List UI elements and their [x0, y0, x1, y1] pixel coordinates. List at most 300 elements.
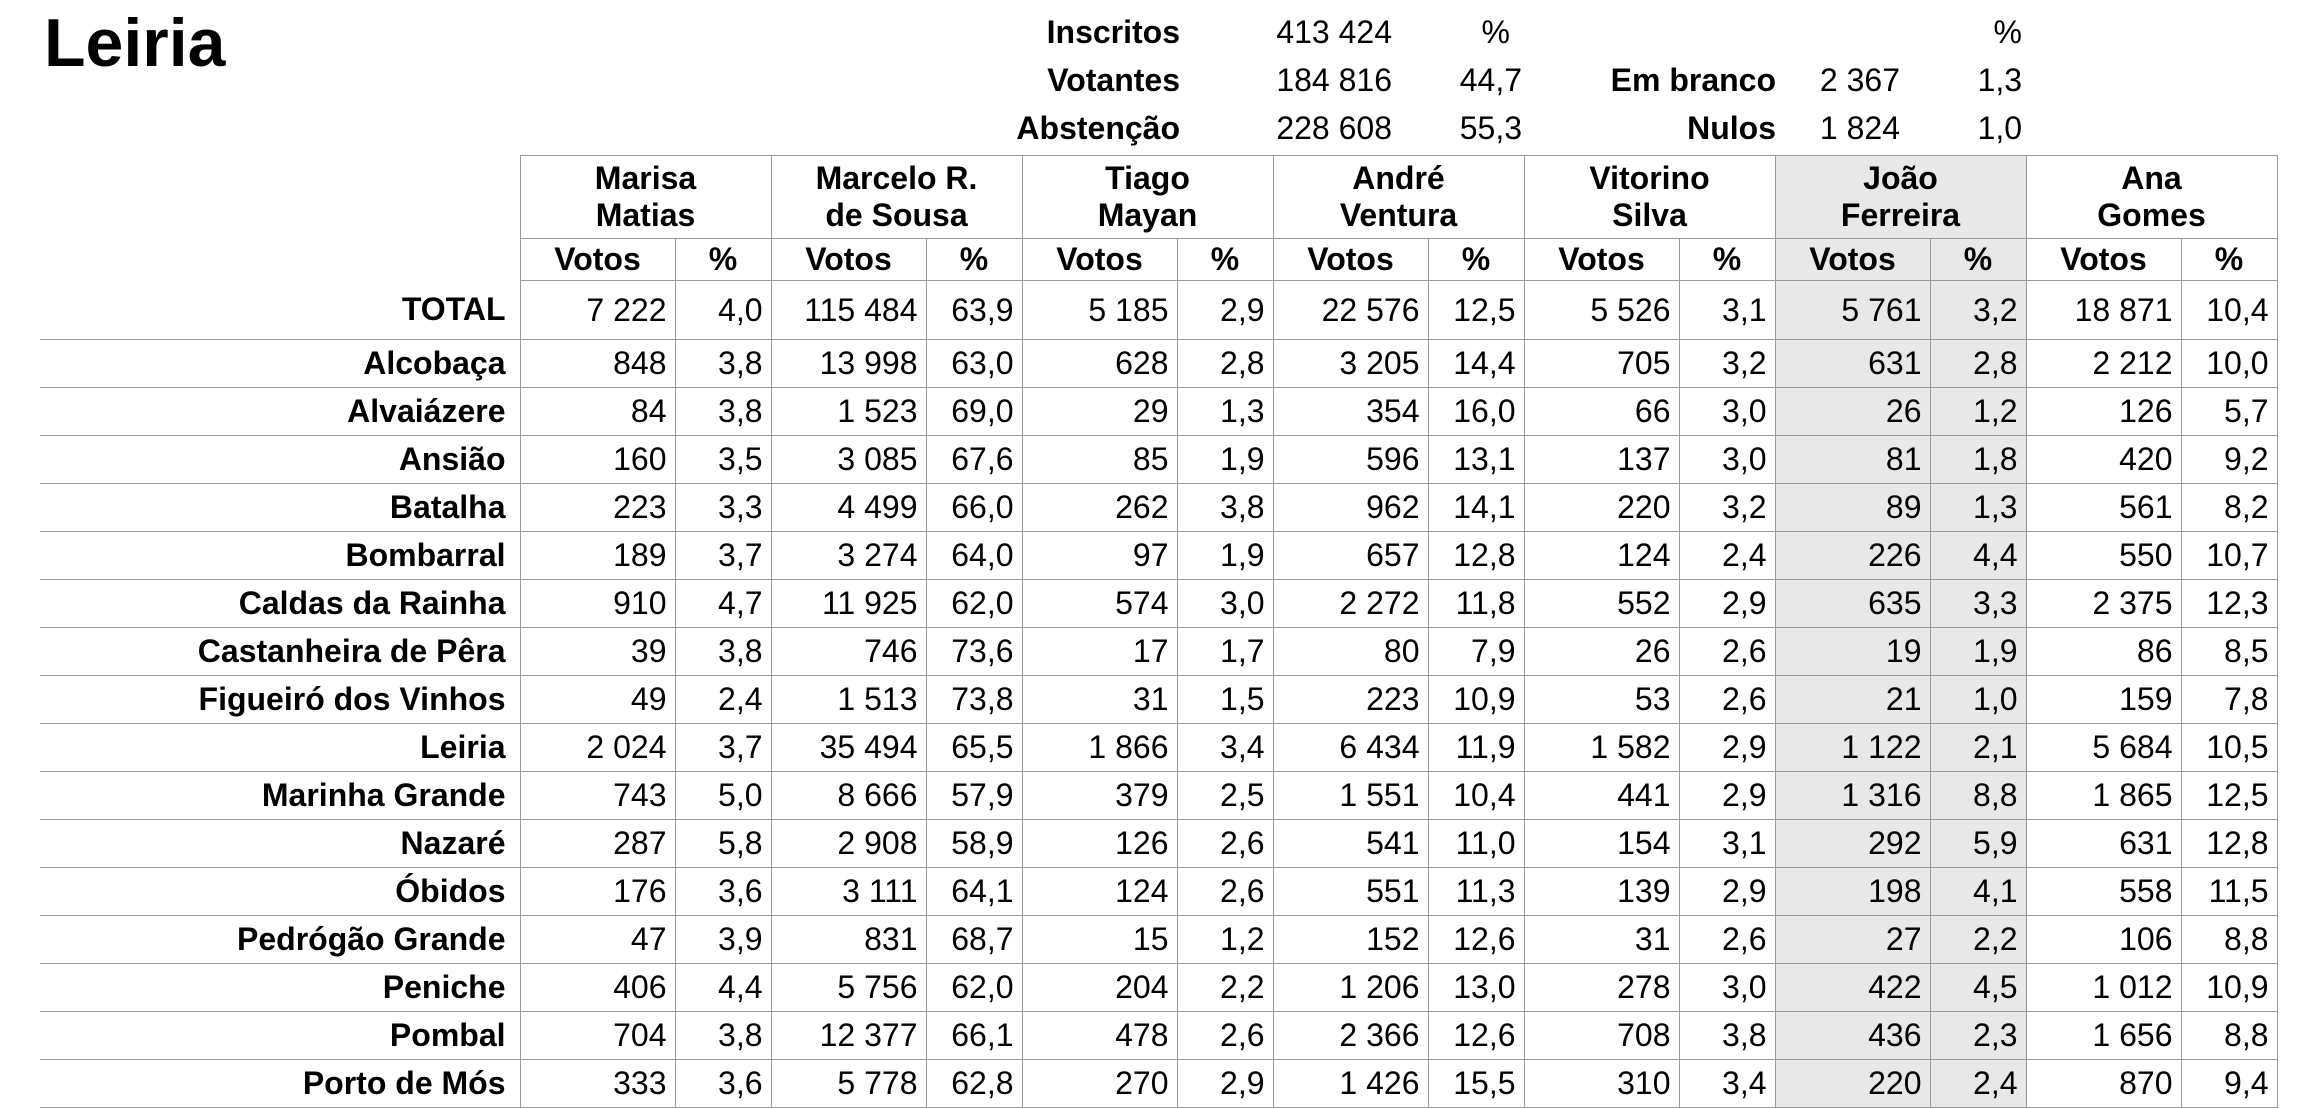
percent-cell: 3,4 — [1177, 724, 1273, 772]
candidate-header — [1022, 156, 1273, 239]
votes-cell: 31 — [1524, 916, 1679, 964]
votes-cell: 35 494 — [771, 724, 926, 772]
percent-column-header: % — [1679, 239, 1775, 281]
row-label: Pedrógão Grande — [40, 916, 520, 964]
votes-cell: 1 122 — [1775, 724, 1930, 772]
percent-cell: 69,0 — [926, 388, 1022, 436]
votes-cell: 11 925 — [771, 580, 926, 628]
table-row — [40, 820, 2277, 868]
percent-cell: 2,9 — [1679, 772, 1775, 820]
votes-cell: 541 — [1273, 820, 1428, 868]
percent-cell: 3,1 — [1679, 820, 1775, 868]
votes-cell: 561 — [2026, 484, 2181, 532]
abstencao-value: 228 608 — [1276, 110, 1392, 146]
percent-cell: 3,7 — [675, 724, 771, 772]
votes-cell: 204 — [1022, 964, 1177, 1012]
percent-cell: 2,6 — [1679, 676, 1775, 724]
percent-cell: 1,2 — [1177, 916, 1273, 964]
row-label: Alcobaça — [40, 340, 520, 388]
percent-cell: 11,9 — [1428, 724, 1524, 772]
percent-cell: 10,0 — [2181, 340, 2277, 388]
table-row — [40, 436, 2277, 484]
percent-cell: 1,9 — [1177, 436, 1273, 484]
percent-cell: 68,7 — [926, 916, 1022, 964]
candidate-name-line2: de Sousa — [825, 197, 968, 233]
percent-cell: 3,0 — [1679, 964, 1775, 1012]
percent-cell: 3,8 — [675, 388, 771, 436]
percent-cell: 66,0 — [926, 484, 1022, 532]
votes-cell: 420 — [2026, 436, 2181, 484]
votes-cell: 5 526 — [1524, 281, 1679, 340]
votes-cell: 226 — [1775, 532, 1930, 580]
percent-cell: 2,8 — [1930, 340, 2026, 388]
candidate-name-line1: Vitorino — [1589, 160, 1710, 196]
votes-cell: 152 — [1273, 916, 1428, 964]
percent-column-header: % — [2181, 239, 2277, 281]
row-label: Bombarral — [40, 532, 520, 580]
votes-cell: 2 272 — [1273, 580, 1428, 628]
percent-cell: 3,7 — [675, 532, 771, 580]
votes-cell: 124 — [1524, 532, 1679, 580]
votes-cell: 708 — [1524, 1012, 1679, 1060]
percent-cell: 4,1 — [1930, 868, 2026, 916]
votes-cell: 1 523 — [771, 388, 926, 436]
votes-cell: 436 — [1775, 1012, 1930, 1060]
votes-cell: 223 — [520, 484, 675, 532]
votes-cell: 705 — [1524, 340, 1679, 388]
percent-cell: 2,4 — [1930, 1060, 2026, 1108]
votes-cell: 1 866 — [1022, 724, 1177, 772]
table-row — [40, 772, 2277, 820]
percent-column-header: % — [1177, 239, 1273, 281]
percent-cell: 11,8 — [1428, 580, 1524, 628]
percent-cell: 1,5 — [1177, 676, 1273, 724]
percent-cell: 12,8 — [2181, 820, 2277, 868]
inscritos-value: 413 424 — [1276, 14, 1392, 50]
votes-cell: 53 — [1524, 676, 1679, 724]
percent-cell: 10,4 — [1428, 772, 1524, 820]
votantes-pct: 44,7 — [1459, 62, 1522, 98]
candidate-header — [520, 156, 771, 239]
percent-cell: 3,8 — [675, 1012, 771, 1060]
votes-cell: 12 377 — [771, 1012, 926, 1060]
votes-cell: 47 — [520, 916, 675, 964]
votes-cell: 441 — [1524, 772, 1679, 820]
votes-cell: 49 — [520, 676, 675, 724]
percent-cell: 1,0 — [1930, 676, 2026, 724]
votes-cell: 159 — [2026, 676, 2181, 724]
percent-cell: 8,8 — [2181, 1012, 2277, 1060]
candidate-header — [1775, 156, 2026, 239]
votes-cell: 22 576 — [1273, 281, 1428, 340]
votes-cell: 558 — [2026, 868, 2181, 916]
percent-cell: 14,1 — [1428, 484, 1524, 532]
votes-cell: 115 484 — [771, 281, 926, 340]
votes-column-header: Votos — [2026, 239, 2181, 281]
table-row — [40, 484, 2277, 532]
total-row — [40, 281, 2277, 340]
percent-cell: 7,8 — [2181, 676, 2277, 724]
em-branco-label: Em branco — [1610, 62, 1776, 98]
percent-cell: 3,1 — [1679, 281, 1775, 340]
percent-cell: 3,2 — [1679, 340, 1775, 388]
percent-cell: 64,1 — [926, 868, 1022, 916]
table-row — [40, 676, 2277, 724]
percent-cell: 62,0 — [926, 964, 1022, 1012]
votes-cell: 8 666 — [771, 772, 926, 820]
votes-cell: 3 085 — [771, 436, 926, 484]
votes-cell: 66 — [1524, 388, 1679, 436]
percent-cell: 3,8 — [1177, 484, 1273, 532]
votantes-label: Votantes — [1047, 62, 1180, 98]
votes-cell: 310 — [1524, 1060, 1679, 1108]
votes-cell: 26 — [1775, 388, 1930, 436]
abstencao-pct: 55,3 — [1459, 110, 1522, 146]
votes-cell: 551 — [1273, 868, 1428, 916]
percent-cell: 73,6 — [926, 628, 1022, 676]
votes-cell: 379 — [1022, 772, 1177, 820]
percent-cell: 1,3 — [1930, 484, 2026, 532]
votes-cell: 292 — [1775, 820, 1930, 868]
votes-column-header: Votos — [1273, 239, 1428, 281]
votes-cell: 6 434 — [1273, 724, 1428, 772]
percent-cell: 2,1 — [1930, 724, 2026, 772]
percent-cell: 2,3 — [1930, 1012, 2026, 1060]
votes-cell: 5 756 — [771, 964, 926, 1012]
row-label: Peniche — [40, 964, 520, 1012]
table-row — [40, 724, 2277, 772]
percent-cell: 3,3 — [1930, 580, 2026, 628]
percent-cell: 3,4 — [1679, 1060, 1775, 1108]
abstencao-label: Abstenção — [1016, 110, 1180, 146]
percent-cell: 2,9 — [1177, 1060, 1273, 1108]
votes-cell: 406 — [520, 964, 675, 1012]
table-row — [40, 964, 2277, 1012]
subheader-row — [40, 239, 2277, 281]
percent-cell: 11,3 — [1428, 868, 1524, 916]
votes-cell: 39 — [520, 628, 675, 676]
summary-block — [0, 0, 2313, 150]
inscritos-label: Inscritos — [1046, 14, 1180, 50]
votes-column-header: Votos — [1022, 239, 1177, 281]
candidate-header — [1273, 156, 1524, 239]
percent-cell: 13,0 — [1428, 964, 1524, 1012]
percent-cell: 62,8 — [926, 1060, 1022, 1108]
candidate-name-line1: Ana — [2121, 160, 2182, 196]
votes-cell: 1 426 — [1273, 1060, 1428, 1108]
percent-cell: 10,4 — [2181, 281, 2277, 340]
percent-cell: 8,5 — [2181, 628, 2277, 676]
percent-cell: 57,9 — [926, 772, 1022, 820]
votes-cell: 220 — [1524, 484, 1679, 532]
votes-cell: 831 — [771, 916, 926, 964]
percent-cell: 4,4 — [1930, 532, 2026, 580]
percent-cell: 2,6 — [1679, 916, 1775, 964]
votes-cell: 3 205 — [1273, 340, 1428, 388]
candidate-name-line1: André — [1352, 160, 1445, 196]
percent-cell: 10,7 — [2181, 532, 2277, 580]
votes-cell: 189 — [520, 532, 675, 580]
candidate-name-line1: João — [1863, 160, 1938, 196]
votes-cell: 5 684 — [2026, 724, 2181, 772]
percent-cell: 10,5 — [2181, 724, 2277, 772]
votes-cell: 2 366 — [1273, 1012, 1428, 1060]
percent-cell: 10,9 — [2181, 964, 2277, 1012]
votes-cell: 631 — [2026, 820, 2181, 868]
percent-cell: 3,3 — [675, 484, 771, 532]
votes-cell: 3 111 — [771, 868, 926, 916]
votes-cell: 1 513 — [771, 676, 926, 724]
votes-cell: 27 — [1775, 916, 1930, 964]
table-row — [40, 628, 2277, 676]
votes-cell: 422 — [1775, 964, 1930, 1012]
candidate-header — [2026, 156, 2277, 239]
candidate-header-row — [40, 156, 2277, 239]
percent-cell: 12,5 — [2181, 772, 2277, 820]
candidate-name-line2: Mayan — [1097, 197, 1198, 233]
percent-cell: 7,9 — [1428, 628, 1524, 676]
percent-cell: 2,6 — [1679, 628, 1775, 676]
corner-cell — [40, 239, 520, 281]
row-label: Nazaré — [40, 820, 520, 868]
votes-cell: 910 — [520, 580, 675, 628]
candidate-header — [1524, 156, 1775, 239]
percent-cell: 4,7 — [675, 580, 771, 628]
votes-cell: 1 316 — [1775, 772, 1930, 820]
percent-cell: 4,5 — [1930, 964, 2026, 1012]
candidate-name-line2: Ferreira — [1840, 197, 1961, 233]
votes-cell: 137 — [1524, 436, 1679, 484]
votes-cell: 89 — [1775, 484, 1930, 532]
nulos-value: 1 824 — [1819, 110, 1900, 146]
votes-cell: 848 — [520, 340, 675, 388]
candidate-name-line2: Gomes — [2097, 197, 2206, 233]
votes-cell: 31 — [1022, 676, 1177, 724]
percent-cell: 62,0 — [926, 580, 1022, 628]
row-label: Caldas da Rainha — [40, 580, 520, 628]
votes-cell: 13 998 — [771, 340, 926, 388]
votes-cell: 478 — [1022, 1012, 1177, 1060]
percent-cell: 67,6 — [926, 436, 1022, 484]
votes-cell: 657 — [1273, 532, 1428, 580]
row-label: Alvaiázere — [40, 388, 520, 436]
votes-cell: 2 375 — [2026, 580, 2181, 628]
percent-cell: 58,9 — [926, 820, 1022, 868]
votes-cell: 631 — [1775, 340, 1930, 388]
percent-cell: 3,6 — [675, 868, 771, 916]
candidate-name-line1: Marisa — [594, 160, 697, 196]
votes-cell: 124 — [1022, 868, 1177, 916]
corner-cell — [40, 156, 520, 239]
candidate-name-line2: Ventura — [1339, 197, 1458, 233]
votes-cell: 1 582 — [1524, 724, 1679, 772]
votes-cell: 1 865 — [2026, 772, 2181, 820]
votes-cell: 962 — [1273, 484, 1428, 532]
results-table — [40, 155, 2278, 1108]
percent-cell: 8,8 — [1930, 772, 2026, 820]
votes-cell: 870 — [2026, 1060, 2181, 1108]
votes-cell: 552 — [1524, 580, 1679, 628]
row-label: Ansião — [40, 436, 520, 484]
percent-cell: 2,9 — [1679, 868, 1775, 916]
votes-cell: 550 — [2026, 532, 2181, 580]
percent-column-header: % — [926, 239, 1022, 281]
votes-cell: 628 — [1022, 340, 1177, 388]
row-label: Óbidos — [40, 868, 520, 916]
percent-cell: 8,2 — [2181, 484, 2277, 532]
percent-cell: 3,8 — [675, 340, 771, 388]
votes-cell: 7 222 — [520, 281, 675, 340]
percent-cell: 66,1 — [926, 1012, 1022, 1060]
percent-cell: 3,8 — [1679, 1012, 1775, 1060]
percent-cell: 9,2 — [2181, 436, 2277, 484]
summary-percent-header: % — [1481, 14, 1510, 50]
percent-cell: 2,8 — [1177, 340, 1273, 388]
candidate-header — [771, 156, 1022, 239]
percent-cell: 13,1 — [1428, 436, 1524, 484]
votes-cell: 126 — [2026, 388, 2181, 436]
percent-cell: 2,6 — [1177, 820, 1273, 868]
votes-cell: 635 — [1775, 580, 1930, 628]
percent-cell: 63,9 — [926, 281, 1022, 340]
table-row — [40, 868, 2277, 916]
votes-cell: 21 — [1775, 676, 1930, 724]
table-row — [40, 532, 2277, 580]
votes-cell: 354 — [1273, 388, 1428, 436]
table-row — [40, 1012, 2277, 1060]
percent-cell: 5,9 — [1930, 820, 2026, 868]
percent-cell: 3,2 — [1930, 281, 2026, 340]
percent-cell: 4,0 — [675, 281, 771, 340]
votes-cell: 270 — [1022, 1060, 1177, 1108]
percent-cell: 3,8 — [675, 628, 771, 676]
percent-cell: 8,8 — [2181, 916, 2277, 964]
votes-column-header: Votos — [1524, 239, 1679, 281]
percent-cell: 64,0 — [926, 532, 1022, 580]
nulos-pct: 1,0 — [1977, 110, 2022, 146]
percent-cell: 1,3 — [1177, 388, 1273, 436]
em-branco-value: 2 367 — [1819, 62, 1900, 98]
votes-cell: 223 — [1273, 676, 1428, 724]
votes-cell: 596 — [1273, 436, 1428, 484]
votes-cell: 160 — [520, 436, 675, 484]
nulos-label: Nulos — [1687, 110, 1776, 146]
percent-cell: 1,2 — [1930, 388, 2026, 436]
row-label: TOTAL — [40, 281, 520, 340]
percent-cell: 2,4 — [1679, 532, 1775, 580]
table-row — [40, 388, 2277, 436]
percent-cell: 12,8 — [1428, 532, 1524, 580]
percent-cell: 11,0 — [1428, 820, 1524, 868]
em-branco-pct: 1,3 — [1977, 62, 2022, 98]
percent-cell: 12,3 — [2181, 580, 2277, 628]
votes-cell: 126 — [1022, 820, 1177, 868]
percent-cell: 2,5 — [1177, 772, 1273, 820]
votes-cell: 1 551 — [1273, 772, 1428, 820]
votes-cell: 106 — [2026, 916, 2181, 964]
percent-cell: 12,6 — [1428, 1012, 1524, 1060]
percent-cell: 12,6 — [1428, 916, 1524, 964]
votes-cell: 176 — [520, 868, 675, 916]
percent-cell: 2,4 — [675, 676, 771, 724]
percent-cell: 9,4 — [2181, 1060, 2277, 1108]
votes-cell: 5 185 — [1022, 281, 1177, 340]
votes-cell: 3 274 — [771, 532, 926, 580]
row-label: Pombal — [40, 1012, 520, 1060]
candidate-name-line1: Marcelo R. — [815, 160, 978, 196]
percent-cell: 4,4 — [675, 964, 771, 1012]
votes-cell: 81 — [1775, 436, 1930, 484]
percent-cell: 2,9 — [1679, 580, 1775, 628]
percent-cell: 5,0 — [675, 772, 771, 820]
table-row — [40, 340, 2277, 388]
votes-cell: 29 — [1022, 388, 1177, 436]
summary-percent-header-2: % — [1993, 14, 2022, 50]
votes-cell: 26 — [1524, 628, 1679, 676]
votes-cell: 1 656 — [2026, 1012, 2181, 1060]
percent-cell: 3,0 — [1177, 580, 1273, 628]
votes-cell: 86 — [2026, 628, 2181, 676]
row-label: Castanheira de Pêra — [40, 628, 520, 676]
votes-column-header: Votos — [1775, 239, 1930, 281]
votes-cell: 743 — [520, 772, 675, 820]
votes-cell: 19 — [1775, 628, 1930, 676]
percent-cell: 1,8 — [1930, 436, 2026, 484]
table-row — [40, 580, 2277, 628]
votes-cell: 198 — [1775, 868, 1930, 916]
percent-cell: 5,7 — [2181, 388, 2277, 436]
page-title: Leiria — [44, 5, 226, 81]
percent-cell: 3,6 — [675, 1060, 771, 1108]
table-row — [40, 1060, 2277, 1108]
percent-cell: 2,2 — [1177, 964, 1273, 1012]
votes-cell: 746 — [771, 628, 926, 676]
percent-cell: 11,5 — [2181, 868, 2277, 916]
row-label: Batalha — [40, 484, 520, 532]
percent-cell: 14,4 — [1428, 340, 1524, 388]
row-label: Porto de Mós — [40, 1060, 520, 1108]
votes-cell: 287 — [520, 820, 675, 868]
percent-cell: 12,5 — [1428, 281, 1524, 340]
votes-cell: 333 — [520, 1060, 675, 1108]
votes-cell: 85 — [1022, 436, 1177, 484]
votes-cell: 2 908 — [771, 820, 926, 868]
votes-cell: 139 — [1524, 868, 1679, 916]
percent-cell: 3,9 — [675, 916, 771, 964]
votes-column-header: Votos — [520, 239, 675, 281]
votantes-value: 184 816 — [1276, 62, 1392, 98]
percent-cell: 1,9 — [1177, 532, 1273, 580]
percent-cell: 15,5 — [1428, 1060, 1524, 1108]
votes-cell: 220 — [1775, 1060, 1930, 1108]
percent-cell: 3,5 — [675, 436, 771, 484]
votes-cell: 1 206 — [1273, 964, 1428, 1012]
table-row — [40, 916, 2277, 964]
votes-cell: 262 — [1022, 484, 1177, 532]
votes-cell: 1 012 — [2026, 964, 2181, 1012]
percent-cell: 10,9 — [1428, 676, 1524, 724]
percent-column-header: % — [1930, 239, 2026, 281]
percent-cell: 2,2 — [1930, 916, 2026, 964]
percent-cell: 16,0 — [1428, 388, 1524, 436]
votes-cell: 5 761 — [1775, 281, 1930, 340]
percent-cell: 2,9 — [1177, 281, 1273, 340]
row-label: Marinha Grande — [40, 772, 520, 820]
row-label: Leiria — [40, 724, 520, 772]
percent-column-header: % — [1428, 239, 1524, 281]
votes-cell: 278 — [1524, 964, 1679, 1012]
votes-cell: 4 499 — [771, 484, 926, 532]
